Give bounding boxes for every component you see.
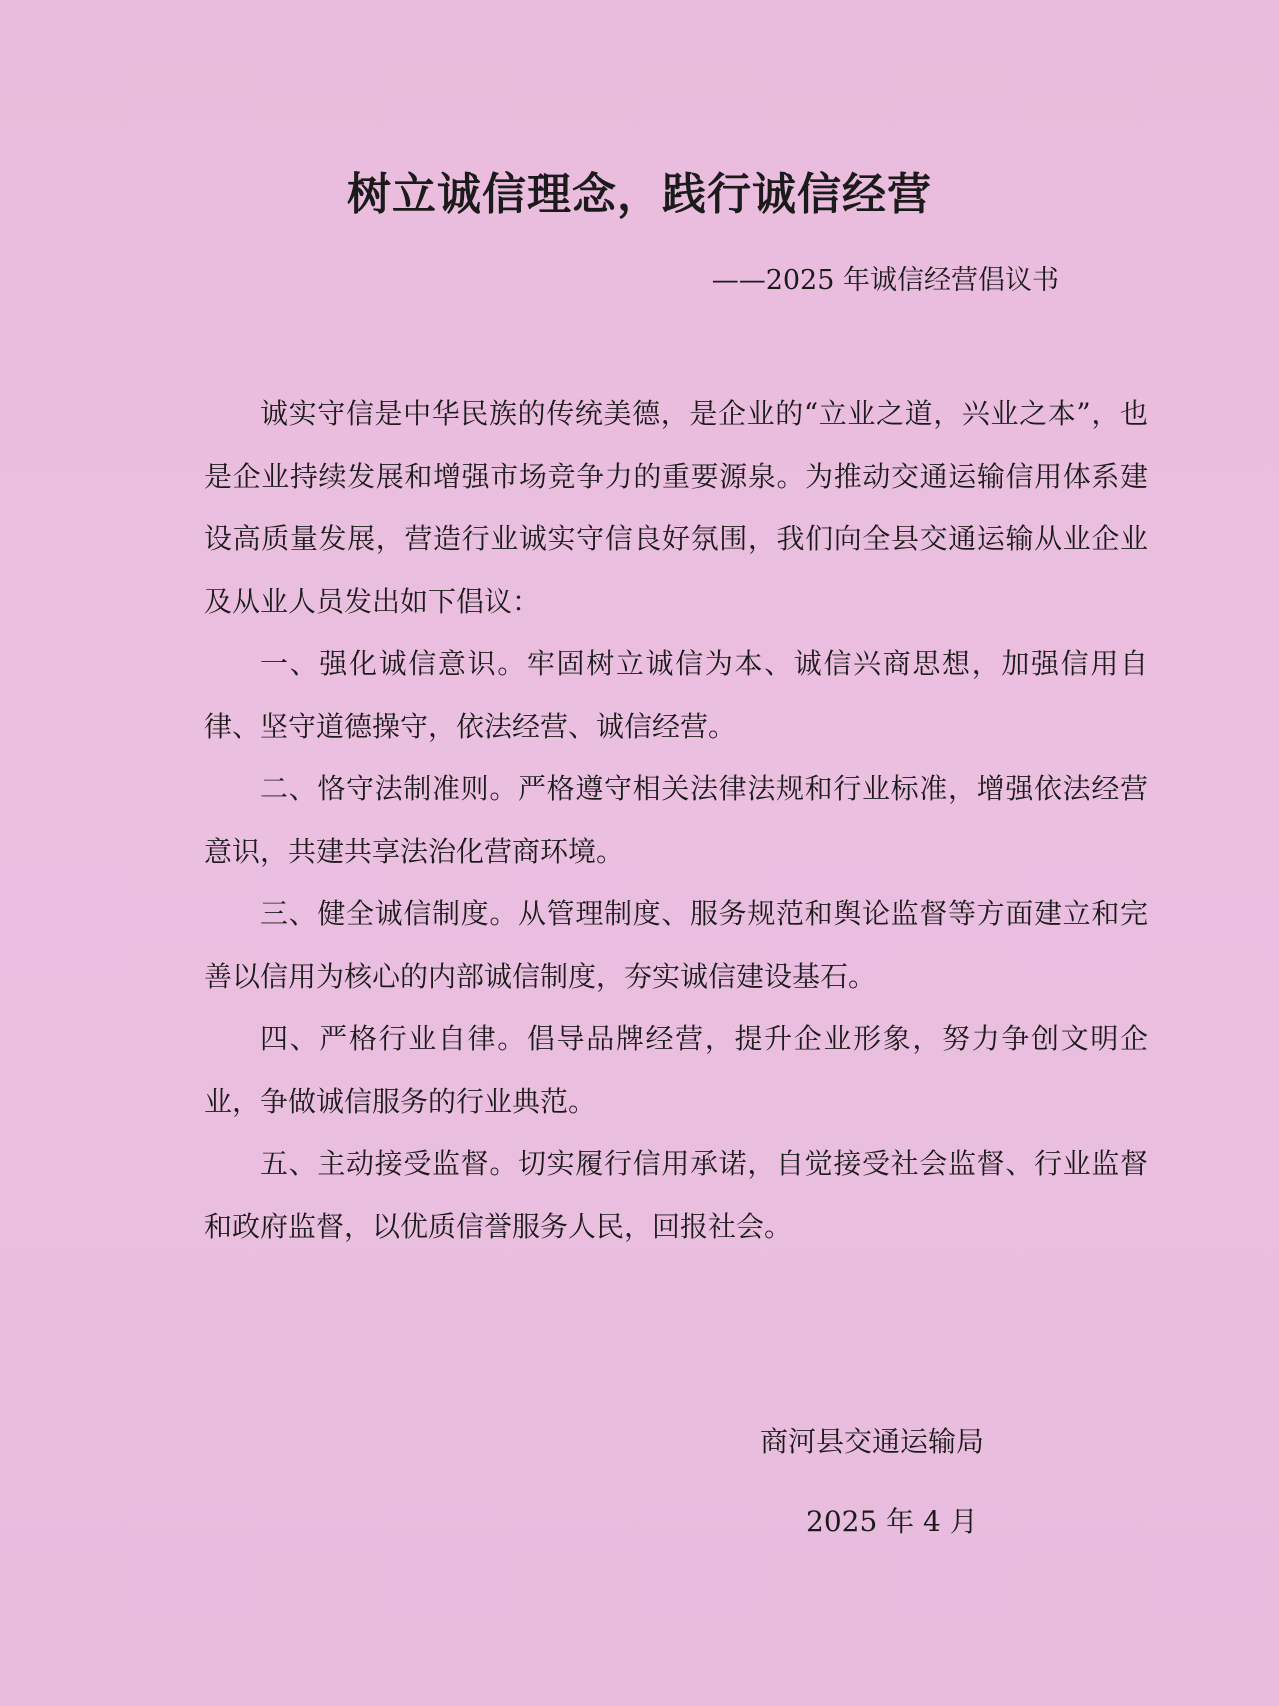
document-subtitle: ——2025 年诚信经营倡议书: [711, 265, 1059, 296]
document-body: [204, 383, 1148, 1258]
issue-date: 2025 年 4 月: [806, 1505, 978, 1538]
proposal-item-1: 一、强化诚信意识。牢固树立诚信为本、诚信兴商思想，加强信用自律、坚守道德操守，依法经营、诚信经营。: [204, 647, 1148, 743]
proposal-item-3: 三、健全诚信制度。从管理制度、服务规范和舆论监督等方面建立和完善以信用为核心的内部诚信制度，夯实诚信建设基石。: [204, 897, 1148, 993]
document-title: 树立诚信理念，践行诚信经营: [347, 169, 932, 220]
issuer-signature: 商河县交通运输局: [760, 1425, 985, 1458]
intro-paragraph: 诚实守信是中华民族的传统美德，是企业的“立业之道，兴业之本”，也是企业持续发展和增强市场竞争力的重要源泉。为推动交通运输信用体系建设高质量发展，营造行业诚实守信良好氛围，我们向全县交通运输从业企业及从业人员发出如下倡议：: [204, 397, 1148, 618]
proposal-item-2: 二、恪守法制准则。严格遵守相关法律法规和行业标准，增强依法经营意识，共建共享法治化营商环境。: [204, 772, 1148, 868]
proposal-item-4: 四、严格行业自律。倡导品牌经营，提升企业形象，努力争创文明企业，争做诚信服务的行业典范。: [204, 1022, 1148, 1118]
proposal-item-5: 五、主动接受监督。切实履行信用承诺，自觉接受社会监督、行业监督和政府监督，以优质信誉服务人民，回报社会。: [204, 1147, 1148, 1243]
